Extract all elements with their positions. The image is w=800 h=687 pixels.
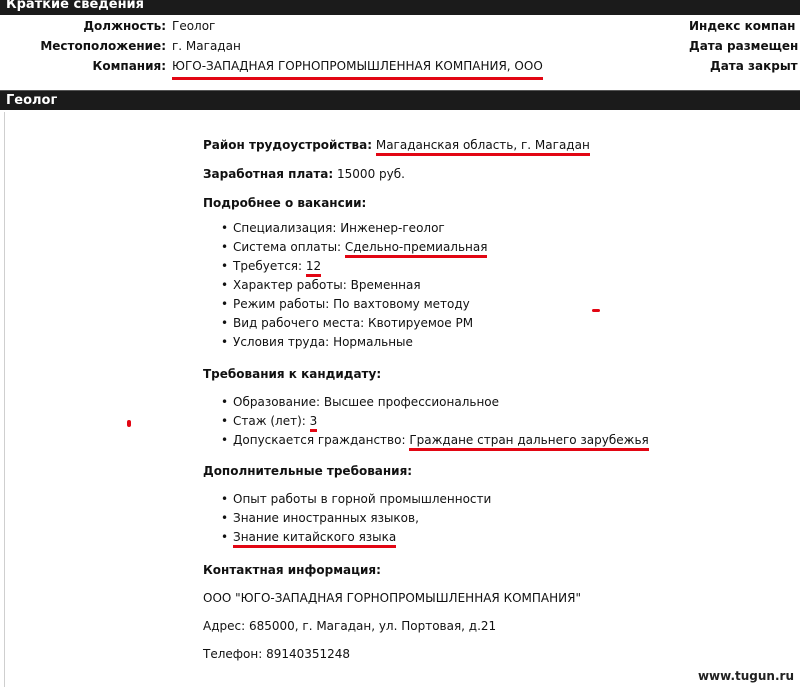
list-item: • Образование: Высшее профессиональное xyxy=(221,393,649,412)
summary-label-company: Компания: xyxy=(92,59,166,73)
summary-row-company xyxy=(0,56,800,76)
vacancy-content xyxy=(4,112,797,687)
contact-heading: Контактная информация: xyxy=(203,563,381,577)
list-item: • Специализация: Инженер-геолог xyxy=(221,219,487,238)
list-item: • Требуется: 12 xyxy=(221,257,487,276)
list-item: • Знание китайского языка xyxy=(221,528,491,547)
salary-value: 15000 руб. xyxy=(337,167,405,181)
list-item: • Допускается гражданство: Граждане стран дальнего зарубежья xyxy=(221,431,649,450)
summary-label-position: Должность: xyxy=(83,19,166,33)
red-marker-dot xyxy=(127,420,131,427)
section-title-summary: Краткие сведения xyxy=(6,0,145,12)
requirements-list xyxy=(221,393,649,450)
summary-row-position xyxy=(0,16,800,36)
summary-label-location: Местоположение: xyxy=(40,39,166,53)
list-item: • Знание иностранных языков, xyxy=(221,509,491,528)
requirements-heading: Требования к кандидату: xyxy=(203,367,382,381)
watermark: www.tugun.ru xyxy=(697,669,794,683)
summary-panel xyxy=(0,16,800,84)
list-item: • Стаж (лет): 3 xyxy=(221,412,649,431)
summary-label-company-index: Индекс компан xyxy=(689,19,796,33)
additional-heading: Дополнительные требования: xyxy=(203,464,413,478)
contact-phone: Телефон: 89140351248 xyxy=(203,647,351,661)
summary-label-date-closed: Дата закрыт xyxy=(710,59,798,73)
summary-value-location: г. Магадан xyxy=(172,39,241,53)
list-item: • Опыт работы в горной промышленности xyxy=(221,490,491,509)
section-title-vacancy: Геолог xyxy=(6,93,58,108)
region-value: Магаданская область, г. Магадан xyxy=(376,138,590,156)
contact-company: ООО "ЮГО-ЗАПАДНАЯ ГОРНОПРОМЫШЛЕННАЯ КОМПАНИЯ" xyxy=(203,591,581,605)
details-list xyxy=(221,219,487,352)
contact-address: Адрес: 685000, г. Магадан, ул. Портовая, д.21 xyxy=(203,619,497,633)
summary-row-location xyxy=(0,36,800,56)
list-item: • Вид рабочего места: Квотируемое РМ xyxy=(221,314,487,333)
details-heading: Подробнее о вакансии: xyxy=(203,196,367,210)
list-item: • Условия труда: Нормальные xyxy=(221,333,487,352)
section-header-vacancy xyxy=(0,90,800,110)
summary-label-date-posted: Дата размещен xyxy=(689,39,799,53)
region-line xyxy=(203,138,590,152)
list-item: • Система оплаты: Сдельно-премиальная xyxy=(221,238,487,257)
additional-list xyxy=(221,490,491,547)
summary-value-position: Геолог xyxy=(172,19,216,33)
salary-line xyxy=(203,167,405,181)
red-marker-dash xyxy=(592,309,600,312)
list-item: • Характер работы: Временная xyxy=(221,276,487,295)
salary-label: Заработная плата: xyxy=(203,167,334,181)
region-label: Район трудоустройства: xyxy=(203,138,373,152)
list-item: • Режим работы: По вахтовому методу xyxy=(221,295,487,314)
section-header-summary xyxy=(0,0,800,15)
summary-value-company[interactable]: ЮГО-ЗАПАДНАЯ ГОРНОПРОМЫШЛЕННАЯ КОМПАНИЯ, ООО xyxy=(172,56,543,80)
